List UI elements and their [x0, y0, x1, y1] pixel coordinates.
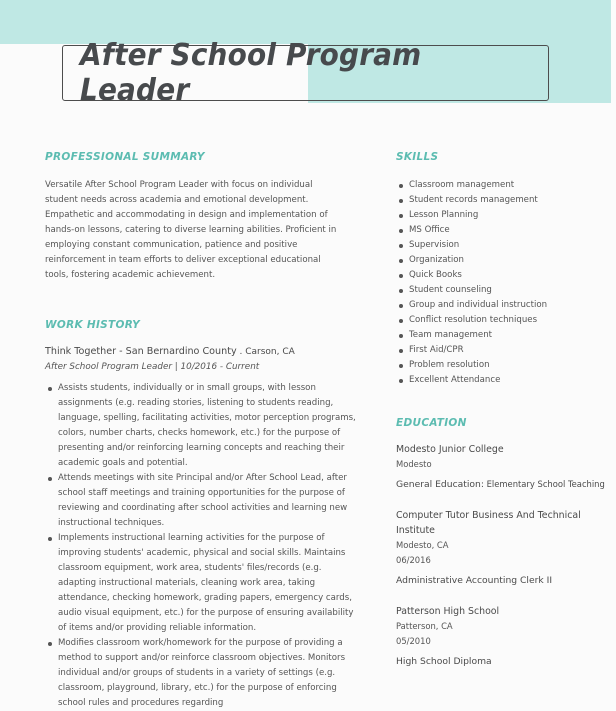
- education-degree: General Education:: [396, 479, 484, 490]
- education-degree-line: [396, 477, 606, 492]
- education-entry: [396, 508, 606, 588]
- job-company: Think Together - San Bernardino County: [45, 346, 237, 357]
- summary-text: [45, 178, 357, 283]
- skill-item: Lesson Planning: [396, 208, 606, 223]
- resume-title: After School Program Leader: [79, 38, 422, 108]
- work-history-heading: WORK HISTORY: [45, 319, 141, 331]
- summary-line: employing constant communication, patience and positive: [45, 240, 298, 250]
- job-entry: [45, 344, 357, 711]
- job-role: After School Program Leader | 10/2016 - Current: [45, 362, 260, 372]
- skill-item: Problem resolution: [396, 358, 606, 373]
- summary-line: student needs across academia and emotional development.: [45, 195, 309, 205]
- skill-item: First Aid/CPR: [396, 343, 606, 358]
- education-heading: EDUCATION: [396, 417, 467, 429]
- education-date: 06/2016: [396, 555, 431, 565]
- skill-item: Classroom management: [396, 178, 606, 193]
- skill-item: MS Office: [396, 223, 606, 238]
- education-school: Computer Tutor Business And Technical Institute: [396, 510, 581, 536]
- education-school: Patterson High School: [396, 606, 500, 617]
- skill-item: Organization: [396, 253, 606, 268]
- summary-heading: PROFESSIONAL SUMMARY: [45, 151, 205, 163]
- resume-title-box: [62, 38, 549, 108]
- job-duty: Attends meetings with site Principal and/or After School Lead, after school staff meetings and training opportunities for the purpose of reviewing and coordinating after school activities and learning new instructional techniques.: [45, 471, 357, 531]
- education-entry: [396, 442, 606, 492]
- skill-item: Student records management: [396, 193, 606, 208]
- summary-line: hands-on lessons, catering to diverse learning abilities. Proficient in: [45, 225, 337, 235]
- skill-item: Conflict resolution techniques: [396, 313, 606, 328]
- education-degree: High School Diploma: [396, 656, 492, 667]
- job-company-line: [45, 344, 357, 360]
- skill-item: Team management: [396, 328, 606, 343]
- education-degree: Administrative Accounting Clerk II: [396, 575, 553, 586]
- education-school: Modesto Junior College: [396, 444, 504, 455]
- left-column: [45, 150, 357, 711]
- education-location: Modesto: [396, 459, 432, 469]
- education-date: 05/2010: [396, 636, 431, 646]
- education-field: Elementary School Teaching: [483, 479, 605, 489]
- job-duties: [45, 381, 357, 711]
- job-duty: Assists students, individually or in small groups, with lesson assignments (e.g. reading stories, listening to students reading, language, spelling, facilitating activities, motor perception programs, colors, number charts, checks homework, etc.) for the purpose of presenting and/or reinforcing learning concepts and reaching their academic goals and potential.: [45, 381, 357, 471]
- skills-list: [396, 178, 606, 388]
- summary-line: Empathetic and accommodating in design and implementation of: [45, 210, 328, 220]
- summary-line: Versatile After School Program Leader with focus on individual: [45, 180, 313, 190]
- summary-line: reinforcement in team efforts to deliver exceptional educational: [45, 255, 321, 265]
- right-column: [396, 150, 606, 669]
- job-duty: Modifies classroom work/homework for the purpose of providing a method to support and/or reinforce classroom objectives. Monitors individual and/or groups of students in a variety of settings (e.g. classroom, playground, library, etc.) for the purpose of enforcing school rules and procedures regarding: [45, 636, 357, 711]
- job-duty: Implements instructional learning activities for the purpose of improving students' academic, physical and social skills. Maintains classroom equipment, work area, students' files/records (e.g. adapting instructional materials, cleaning work area, taking attendance, checking homework, grading papers, emergency cards, audio visual equipment, etc.) for the purpose of ensuring availability of items and/or providing reliable information.: [45, 531, 357, 636]
- skill-item: Group and individual instruction: [396, 298, 606, 313]
- education-location: Patterson, CA: [396, 621, 453, 631]
- education-location: Modesto, CA: [396, 540, 449, 550]
- skills-heading: SKILLS: [396, 151, 439, 163]
- job-location: . Carson, CA: [236, 347, 295, 357]
- skill-item: Quick Books: [396, 268, 606, 283]
- skill-item: Student counseling: [396, 283, 606, 298]
- skill-item: Supervision: [396, 238, 606, 253]
- summary-line: tools, fostering academic achievement.: [45, 270, 216, 280]
- education-entry: [396, 604, 606, 669]
- skill-item: Excellent Attendance: [396, 373, 606, 388]
